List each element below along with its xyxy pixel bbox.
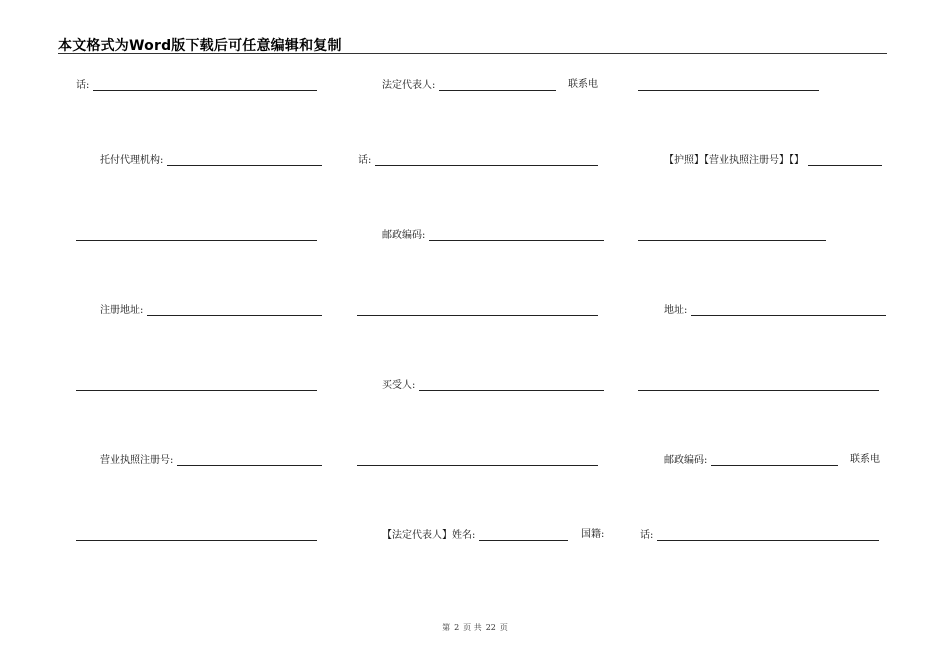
phone-blank[interactable]	[93, 90, 317, 91]
postal-code-blank-2[interactable]	[711, 465, 838, 466]
address-field	[664, 303, 886, 317]
phone-field-row2	[358, 153, 598, 167]
blank-line-row7-a[interactable]	[76, 540, 317, 541]
id-document-label: 【护照】【营业执照注册号】【】	[664, 155, 804, 166]
document-header-title: 本文格式为Word版下载后可任意编辑和复制	[58, 38, 342, 54]
id-document-blank[interactable]	[808, 165, 882, 166]
agent-org-field	[100, 153, 322, 167]
contact-phone-label: 联系电	[568, 79, 598, 90]
business-license-label: 营业执照注册号:	[100, 455, 174, 466]
legal-rep-name-label: 【法定代表人】姓名:	[382, 530, 476, 541]
business-license-blank[interactable]	[177, 465, 322, 466]
postal-code-field-2	[664, 453, 838, 467]
address-blank[interactable]	[691, 315, 886, 316]
phone-field-row1	[76, 78, 317, 92]
legal-rep-name-blank[interactable]	[479, 540, 568, 541]
blank-line-row5-c[interactable]	[638, 390, 879, 391]
legal-rep-label: 法定代表人:	[382, 80, 436, 91]
blank-line-row6-b[interactable]	[357, 465, 598, 466]
blank-line-row3-c[interactable]	[638, 240, 826, 241]
phone-blank-3[interactable]	[657, 540, 879, 541]
phone-label-3: 话:	[640, 530, 654, 541]
legal-rep-field	[382, 78, 556, 92]
phone-blank-2[interactable]	[375, 165, 598, 166]
contact-phone-label-2: 联系电	[850, 454, 880, 465]
blank-line-row3-a[interactable]	[76, 240, 317, 241]
registered-address-field	[100, 303, 322, 317]
buyer-blank[interactable]	[419, 390, 604, 391]
postal-code-label: 邮政编码:	[382, 230, 426, 241]
address-label: 地址:	[664, 305, 688, 316]
footer-total-pages: 22	[485, 623, 496, 632]
footer-suffix: 页	[499, 623, 508, 632]
page-footer	[0, 622, 950, 633]
postal-code-label-2: 邮政编码:	[664, 455, 708, 466]
buyer-field	[382, 378, 604, 392]
blank-line-row4-b[interactable]	[357, 315, 598, 316]
phone-label: 话:	[76, 80, 90, 91]
registered-address-blank[interactable]	[147, 315, 322, 316]
agent-org-blank[interactable]	[167, 165, 322, 166]
header-divider	[58, 53, 887, 54]
footer-prefix: 第	[442, 623, 451, 632]
phone-label-2: 话:	[358, 155, 372, 166]
contact-phone-blank[interactable]	[638, 90, 819, 91]
footer-mid: 页 共	[463, 623, 482, 632]
nationality-label: 国籍:	[581, 529, 605, 540]
buyer-label: 买受人:	[382, 380, 416, 391]
legal-rep-blank[interactable]	[439, 90, 556, 91]
postal-code-blank[interactable]	[429, 240, 604, 241]
registered-address-label: 注册地址:	[100, 305, 144, 316]
footer-page-number: 2	[454, 623, 460, 632]
business-license-field	[100, 453, 322, 467]
agent-org-label: 托付代理机构:	[100, 155, 164, 166]
phone-field-row7	[640, 528, 879, 542]
blank-line-row5-a[interactable]	[76, 390, 317, 391]
legal-rep-name-field	[382, 528, 568, 542]
id-document-field	[664, 153, 882, 167]
postal-code-field	[382, 228, 604, 242]
